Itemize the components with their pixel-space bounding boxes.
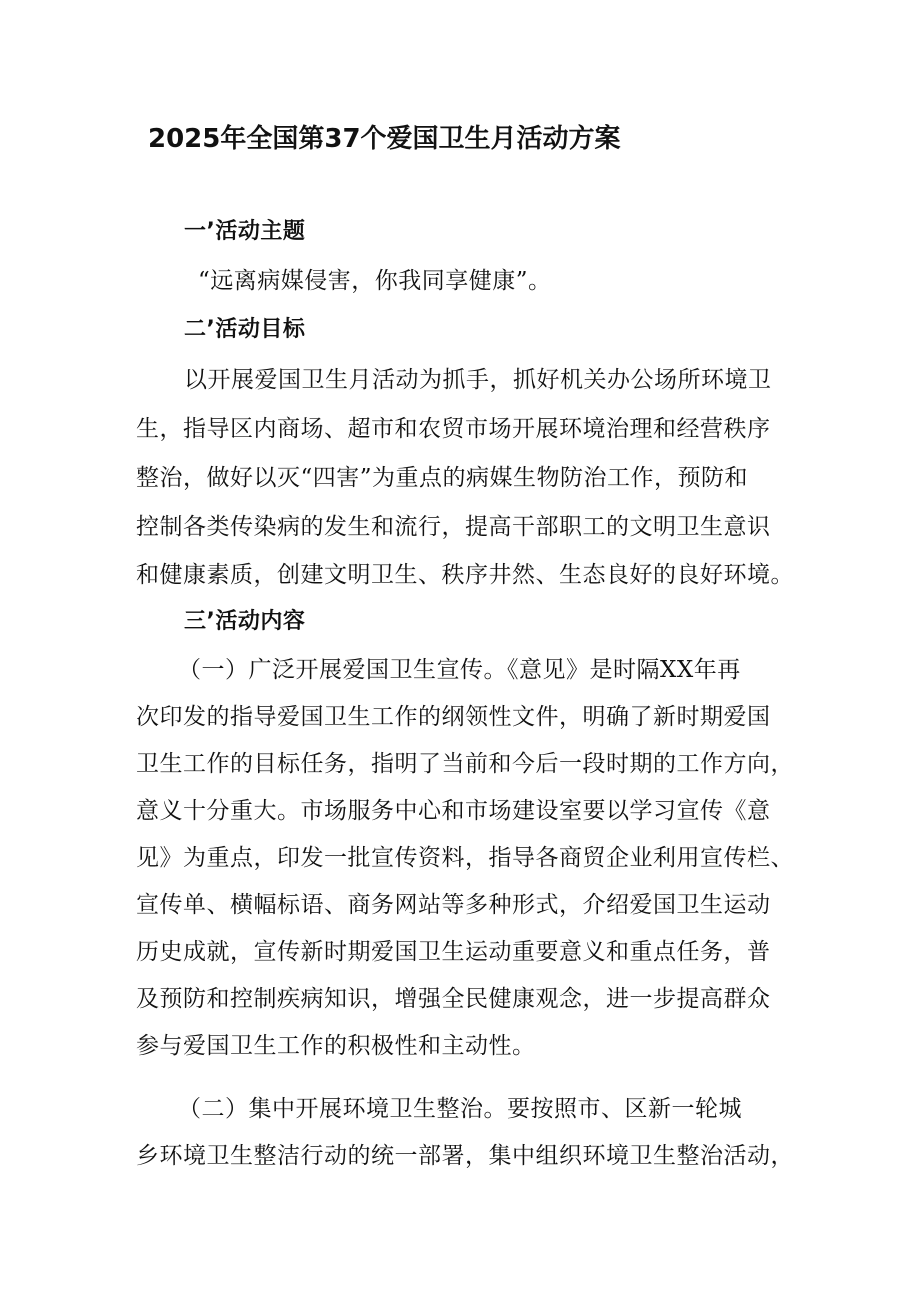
paragraph-line: 宣传单、横幅标语、商务网站等多种形式，介绍爱国卫生运动 [136, 892, 771, 918]
paragraph-line: 以开展爱国卫生月活动为抓手，抓好机关办公场所环境卫 [184, 367, 772, 393]
paragraph-line: 次印发的指导爱国卫生工作的纲领性文件，明确了新时期爱国 [136, 704, 771, 730]
paragraph-line: 见》为重点，印发一批宣传资料，指导各商贸企业利用宣传栏、 [136, 845, 794, 871]
paragraph-line: 参与爱国卫生工作的积极性和主动性。 [136, 1033, 536, 1059]
section-heading-3: 三’活动内容 [184, 609, 306, 634]
document-title: 2025年全国第37个爱国卫生月活动方案 [148, 124, 621, 154]
paragraph-line: 和健康素质，创建文明卫生、秩序井然、生态良好的良好环境。 [136, 562, 794, 588]
paragraph-line: “远离病媒侵害，你我同享健康”。 [198, 268, 552, 294]
section-heading-2: 二’活动目标 [184, 317, 306, 342]
paragraph-line: 控制各类传染病的发生和流行，提高干部职工的文明卫生意识 [136, 514, 771, 540]
paragraph-line: （一）广泛开展爱国卫生宣传。《意见》是时隔XX年再 [178, 657, 741, 683]
section-heading-1: 一’活动主题 [184, 219, 306, 244]
paragraph-line: 乡环境卫生整洁行动的统一部署，集中组织环境卫生整治活动， [136, 1143, 794, 1169]
paragraph-line: 意义十分重大。市场服务中心和市场建设室要以学习宣传《意 [136, 798, 771, 824]
paragraph-line: 历史成就，宣传新时期爱国卫生运动重要意义和重点任务，普 [136, 939, 771, 965]
paragraph-line: （二）集中开展环境卫生整治。要按照市、区新一轮城 [178, 1096, 742, 1122]
paragraph-line: 及预防和控制疾病知识，增强全民健康观念，进一步提高群众 [136, 986, 771, 1012]
paragraph-line: 卫生工作的目标任务，指明了当前和今后一段时期的工作方向， [136, 751, 794, 777]
paragraph-line: 整治，做好以灭“四害”为重点的病媒生物防治工作，预防和 [136, 465, 749, 491]
paragraph-line: 生，指导区内商场、超市和农贸市场开展环境治理和经营秩序 [136, 416, 771, 442]
